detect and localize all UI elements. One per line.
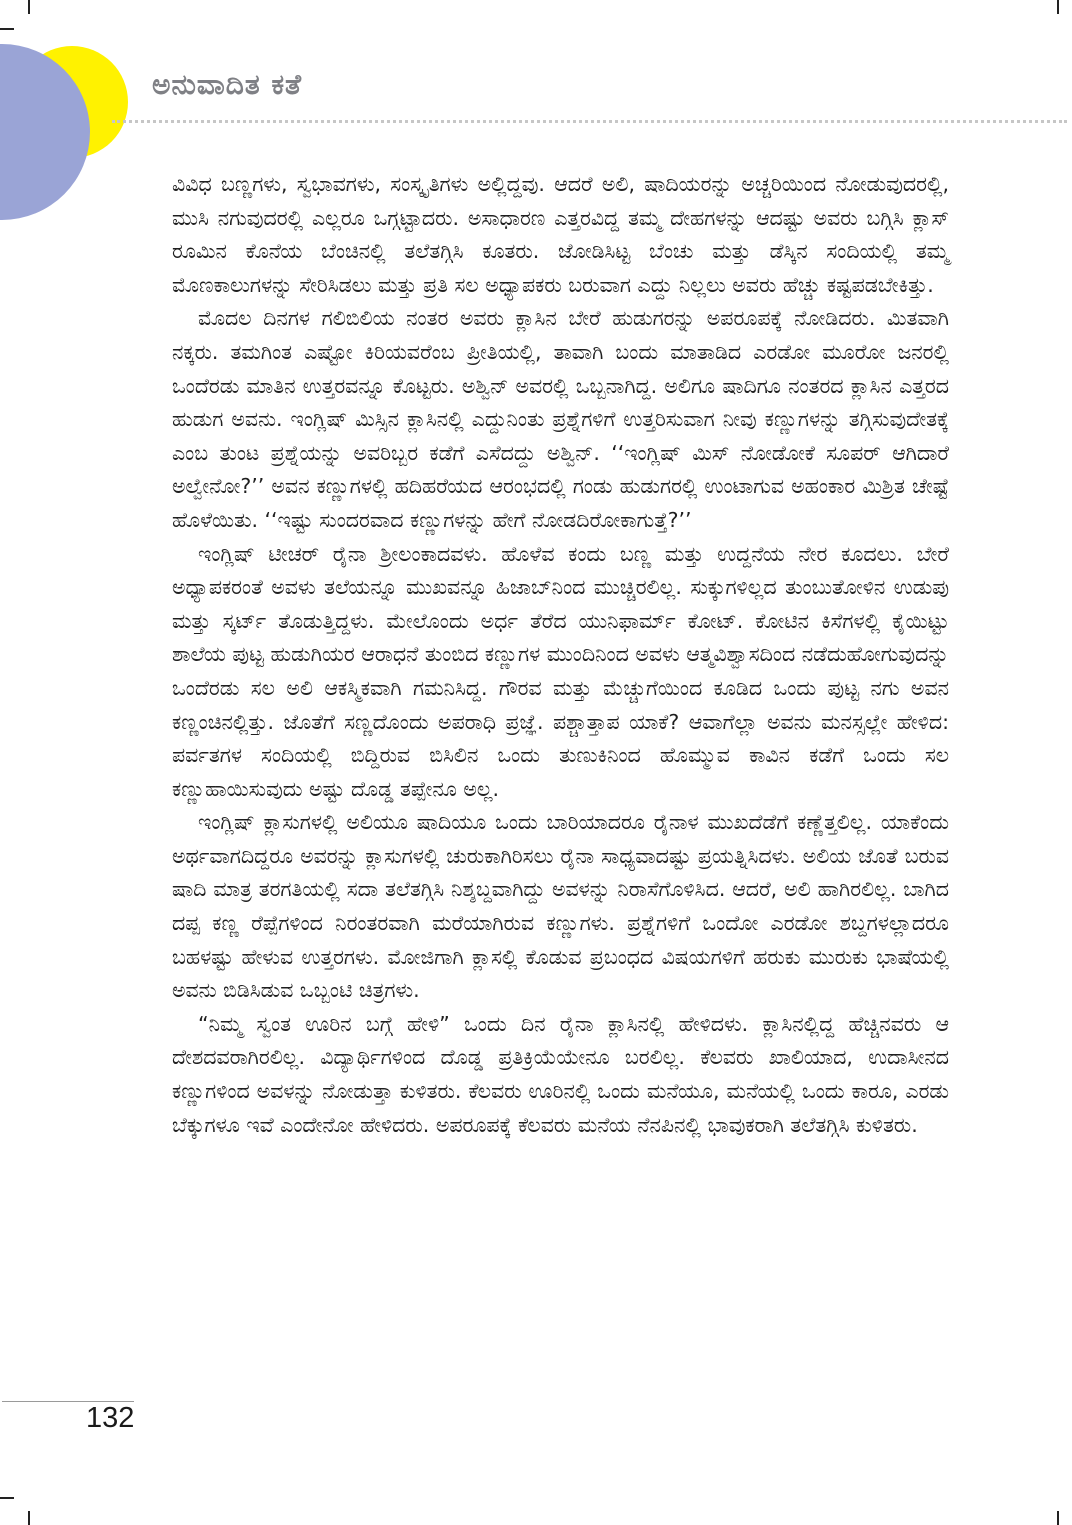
- crop-mark: [1057, 0, 1059, 14]
- dotted-rule: [112, 120, 1067, 123]
- section-title: ಅನುವಾದಿತ ಕತೆ: [152, 68, 303, 101]
- crop-mark: [1057, 1511, 1059, 1525]
- decorative-circles: [0, 40, 130, 220]
- page-number: 132: [86, 1402, 135, 1434]
- crop-mark: [0, 1497, 14, 1499]
- paragraph: ಇಂಗ್ಲಿಷ್ ಟೀಚರ್ ರೈನಾ ಶ್ರೀಲಂಕಾದವಳು. ಹೊಳೆವ ಕಂದು ಬಣ್ಣ ಮತ್ತು ಉದ್ದನೆಯ ನೇರ ಕೂದಲು. ಬೇರೆ ಅಧ್ಯಾಪಕರಂತೆ ಅವಳು ತಲೆಯನ್ನೂ ಮುಖವನ್ನೂ ಹಿಜಾಬ್‌ನಿಂದ ಮುಚ್ಚಿರಲಿಲ್ಲ. ಸುಕ್ಕುಗಳಿಲ್ಲದ ತುಂಬುತೋಳಿನ ಉಡುಪು ಮತ್ತು ಸ್ಕರ್ಟ್ ತೊಡುತ್ತಿದ್ದಳು. ಮೇಲೊಂದು ಅರ್ಧ ತೆರೆದ ಯುನಿಫಾರ್ಮ್ ಕೋಟ್. ಕೋಟಿನ ಕಿಸೆಗಳಲ್ಲಿ ಕೈಯಿಟ್ಟು ಶಾಲೆಯ ಪುಟ್ಟ ಹುಡುಗಿಯರ ಆರಾಧನೆ ತುಂಬಿದ ಕಣ್ಣುಗಳ ಮುಂದಿನಿಂದ ಅವಳು ಆತ್ಮವಿಶ್ವಾಸದಿಂದ ನಡೆದುಹೋಗುವುದನ್ನು ಒಂದೆರಡು ಸಲ ಅಲಿ ಆಕಸ್ಮಿಕವಾಗಿ ಗಮನಿಸಿದ್ದ. ಗೌರವ ಮತ್ತು ಮೆಚ್ಚುಗೆಯಿಂದ ಕೂಡಿದ ಒಂದು ಪುಟ್ಟ ನಗು ಅವನ ಕಣ್ಣಂಚಿನಲ್ಲಿತ್ತು. ಜೊತೆಗೆ ಸಣ್ಣದೊಂದು ಅಪರಾಧಿ ಪ್ರಜ್ಞೆ. ಪಶ್ಚಾತ್ತಾಪ ಯಾಕೆ? ಆವಾಗೆಲ್ಲಾ ಅವನು ಮನಸ್ಸಲ್ಲೇ ಹೇಳಿದ: ಪರ್ವತಗಳ ಸಂದಿಯಲ್ಲಿ ಬಿದ್ದಿರುವ ಬಿಸಿಲಿನ ಒಂದು ತುಣುಕಿನಿಂದ ಹೊಮ್ಮುವ ಕಾವಿನ ಕಡೆಗೆ ಒಂದು ಸಲ ಕಣ್ಣುಹಾಯಿಸುವುದು ಅಷ್ಟು ದೊಡ್ಡ ತಪ್ಪೇನೂ ಅಲ್ಲ.: [172, 541, 950, 801]
- paragraph: “ನಿಮ್ಮ ಸ್ವಂತ ಊರಿನ ಬಗ್ಗೆ ಹೇಳಿ” ಒಂದು ದಿನ ರೈನಾ ಕ್ಲಾಸಿನಲ್ಲಿ ಹೇಳಿದಳು. ಕ್ಲಾಸಿನಲ್ಲಿದ್ದ ಹೆಚ್ಚಿನವರು ಆ ದೇಶದವರಾಗಿರಲಿಲ್ಲ. ವಿದ್ಯಾರ್ಥಿಗಳಿಂದ ದೊಡ್ಡ ಪ್ರತಿಕ್ರಿಯೆಯೇನೂ ಬರಲಿಲ್ಲ. ಕೆಲವರು ಖಾಲಿಯಾದ, ಉದಾಸೀನದ ಕಣ್ಣುಗಳಿಂದ ಅವಳನ್ನು ನೋಡುತ್ತಾ ಕುಳಿತರು. ಕೆಲವರು ಊರಿನಲ್ಲಿ ಒಂದು ಮನೆಯೂ, ಮನೆಯಲ್ಲಿ ಒಂದು ಕಾರೂ, ಎರಡು ಬೆಕ್ಕುಗಳೂ ಇವೆ ಎಂದೇನೋ ಹೇಳಿದರು. ಅಪರೂಪಕ್ಕೆ ಕೆಲವರು ಮನೆಯ ನೆನಪಿನಲ್ಲಿ ಭಾವುಕರಾಗಿ ತಲೆತಗ್ಗಿಸಿ ಕುಳಿತರು.: [172, 1011, 949, 1137]
- crop-mark: [28, 1511, 30, 1525]
- paragraph: ಮೊದಲ ದಿನಗಳ ಗಲಿಬಿಲಿಯ ನಂತರ ಅವರು ಕ್ಲಾಸಿನ ಬೇರೆ ಹುಡುಗರನ್ನು ಅಪರೂಪಕ್ಕೆ ನೋಡಿದರು. ಮಿತವಾಗಿ ನಕ್ಕರು. ತಮಗಿಂತ ಎಷ್ಟೋ ಕಿರಿಯವರೆಂಬ ಪ್ರೀತಿಯಲ್ಲಿ, ತಾವಾಗಿ ಬಂದು ಮಾತಾಡಿದ ಎರಡೋ ಮೂರೋ ಜನರಲ್ಲಿ ಒಂದೆರಡು ಮಾತಿನ ಉತ್ತರವನ್ನೂ ಕೊಟ್ಟರು. ಅಶ್ವಿನ್ ಅವರಲ್ಲಿ ಒಬ್ಬನಾಗಿದ್ದ. ಅಲಿಗೂ ಷಾದಿಗೂ ನಂತರದ ಕ್ಲಾಸಿನ ಎತ್ತರದ ಹುಡುಗ ಅವನು. ಇಂಗ್ಲಿಷ್ ಮಿಸ್ಸಿನ ಕ್ಲಾಸಿನಲ್ಲಿ ಎದ್ದುನಿಂತು ಪ್ರಶ್ನೆಗಳಿಗೆ ಉತ್ತರಿಸುವಾಗ ನೀವು ಕಣ್ಣುಗಳನ್ನು ತಗ್ಗಿಸುವುದೇತಕ್ಕೆ ಎಂಬ ತುಂಟ ಪ್ರಶ್ನೆಯನ್ನು ಅವರಿಬ್ಬರ ಕಡೆಗೆ ಎಸೆದದ್ದು ಅಶ್ವಿನ್. ‘‘ಇಂಗ್ಲಿಷ್ ಮಿಸ್ ನೋಡೋಕೆ ಸೂಪರ್ ಆಗಿದಾರೆ ಅಲ್ವೇನೋ?’’ ಅವನ ಕಣ್ಣುಗಳಲ್ಲಿ ಹದಿಹರೆಯದ ಆರಂಭದಲ್ಲಿ ಗಂಡು ಹುಡುಗರಲ್ಲಿ ಉಂಟಾಗುವ ಅಹಂಕಾರ ಮಿಶ್ರಿತ ಚೇಷ್ಟೆ ಹೊಳೆಯಿತು. ‘‘ಇಷ್ಟು ಸುಂದರವಾದ ಕಣ್ಣುಗಳನ್ನು ಹೇಗೆ ನೋಡದಿರೋಕಾಗುತ್ತೆ?’’: [172, 306, 949, 532]
- paragraph: ಇಂಗ್ಲಿಷ್ ಕ್ಲಾಸುಗಳಲ್ಲಿ ಅಲಿಯೂ ಷಾದಿಯೂ ಒಂದು ಬಾರಿಯಾದರೂ ರೈನಾಳ ಮುಖದೆಡೆಗೆ ಕಣ್ಣೆತ್ತಲಿಲ್ಲ. ಯಾಕೆಂದು ಅರ್ಥವಾಗದಿದ್ದರೂ ಅವರನ್ನು ಕ್ಲಾಸುಗಳಲ್ಲಿ ಚುರುಕಾಗಿರಿಸಲು ರೈನಾ ಸಾಧ್ಯವಾದಷ್ಟು ಪ್ರಯತ್ನಿಸಿದಳು. ಅಲಿಯ ಜೊತೆ ಬರುವ ಷಾದಿ ಮಾತ್ರ ತರಗತಿಯಲ್ಲಿ ಸದಾ ತಲೆತಗ್ಗಿಸಿ ನಿಶ್ಶಬ್ದವಾಗಿದ್ದು ಅವಳನ್ನು ನಿರಾಸೆಗೊಳಿಸಿದ. ಆದರೆ, ಅಲಿ ಹಾಗಿರಲಿಲ್ಲ. ಬಾಗಿದ ದಪ್ಪ ಕಣ್ಣ ರೆಪ್ಪೆಗಳಿಂದ ನಿರಂತರವಾಗಿ ಮರೆಯಾಗಿರುವ ಕಣ್ಣುಗಳು. ಪ್ರಶ್ನೆಗಳಿಗೆ ಒಂದೋ ಎರಡೋ ಶಬ್ದಗಳಲ್ಲಾದರೂ ಬಹಳಷ್ಟು ಹೇಳುವ ಉತ್ತರಗಳು. ಮೋಜಿಗಾಗಿ ಕ್ಲಾಸಲ್ಲಿ ಕೊಡುವ ಪ್ರಬಂಧದ ವಿಷಯಗಳಿಗೆ ಹರುಕು ಮುರುಕು ಭಾಷೆಯಲ್ಲಿ ಅವನು ಬಿಡಿಸಿಡುವ ಒಬ್ಬಂಟಿ ಚಿತ್ರಗಳು.: [172, 810, 949, 1003]
- crop-mark: [28, 0, 30, 14]
- body-text: [172, 168, 949, 1142]
- crop-mark: [0, 28, 14, 30]
- paragraph: ವಿವಿಧ ಬಣ್ಣಗಳು, ಸ್ವಭಾವಗಳು, ಸಂಸ್ಕೃತಿಗಳು ಅಲ್ಲಿದ್ದವು. ಆದರೆ ಅಲಿ, ಷಾದಿಯರನ್ನು ಅಚ್ಚರಿಯಿಂದ ನೋಡುವುದರಲ್ಲಿ, ಮುಸಿ ನಗುವುದರಲ್ಲಿ ಎಲ್ಲರೂ ಒಗ್ಗಟ್ಟಾದರು. ಅಸಾಧಾರಣ ಎತ್ತರವಿದ್ದ ತಮ್ಮ ದೇಹಗಳನ್ನು ಆದಷ್ಟು ಅವರು ಬಗ್ಗಿಸಿ ಕ್ಲಾಸ್ ರೂಮಿನ ಕೊನೆಯ ಬೆಂಚಿನಲ್ಲಿ ತಲೆತಗ್ಗಿಸಿ ಕೂತರು. ಜೋಡಿಸಿಟ್ಟ ಬೆಂಚು ಮತ್ತು ಡೆಸ್ಕಿನ ಸಂದಿಯಲ್ಲಿ ತಮ್ಮ ಮೊಣಕಾಲುಗಳನ್ನು ಸೇರಿಸಿಡಲು ಮತ್ತು ಪ್ರತಿ ಸಲ ಅಧ್ಯಾಪಕರು ಬರುವಾಗ ಎದ್ದು ನಿಲ್ಲಲು ಅವರು ಹೆಚ್ಚು ಕಷ್ಟಪಡಬೇಕಿತ್ತು.: [172, 172, 949, 297]
